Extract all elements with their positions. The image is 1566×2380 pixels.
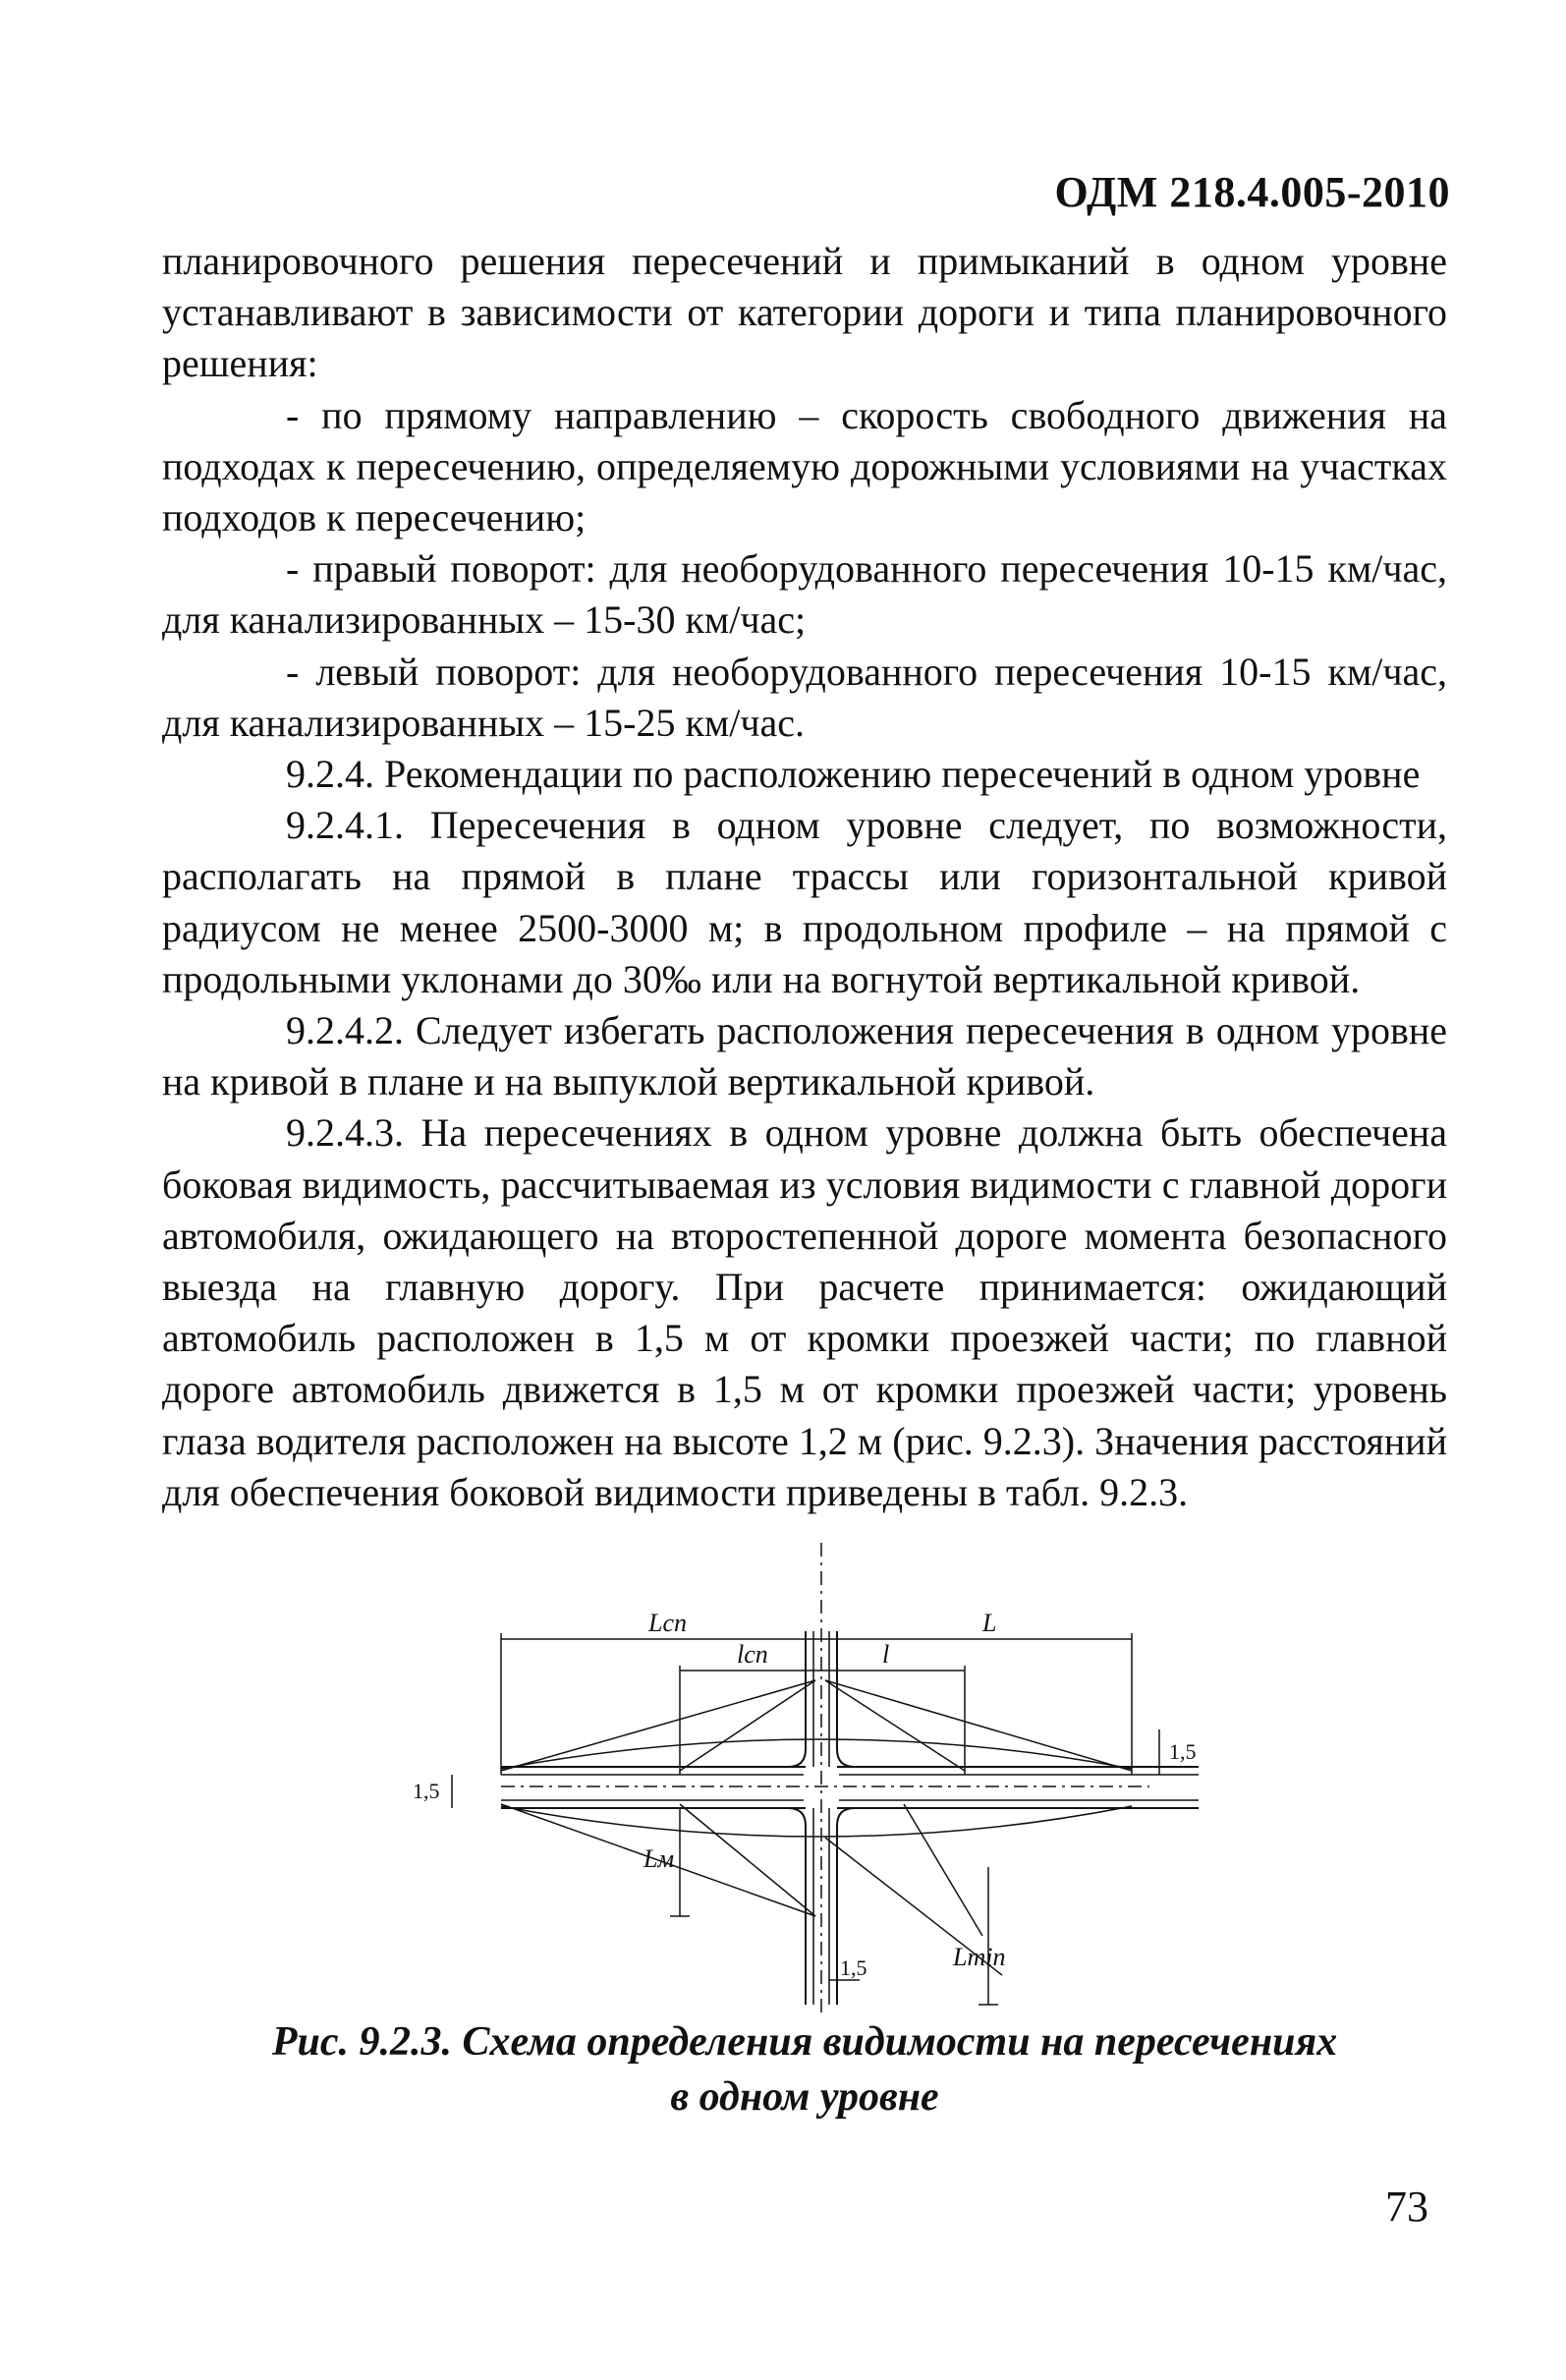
document-code-header: ОДМ 218.4.005-2010 xyxy=(1054,168,1450,216)
figure-caption-line-2: в одном уровне xyxy=(670,2074,939,2120)
paragraph-straight-direction: - по прямому направлению – скорость свободного движения на подходах к пересечению, определяемую дорожными условиями на участках подходов к пересечению; xyxy=(162,392,1447,540)
sight-line-upper-left-short xyxy=(680,1680,815,1771)
sight-curve-lower xyxy=(501,1806,1132,1837)
label-L-left: Lсп xyxy=(648,1609,687,1637)
label-L-right: L xyxy=(982,1609,997,1637)
corner-curve-bottom-left xyxy=(788,1808,806,1826)
paragraph-left-turn: - левый поворот: для необорудованного пересечения 10-15 км/час, для канализированных – 15-25 км/час. xyxy=(162,649,1447,745)
page-number: 73 xyxy=(1385,2182,1428,2231)
paragraph-intro: планировочного решения пересечений и примыканий в одном уровне устанавливают в зависимости от категории дороги и типа планировочного решения: xyxy=(162,239,1447,386)
label-L-vertical-right: Lmin xyxy=(953,1943,1006,1971)
sight-line-upper-left-long xyxy=(501,1680,815,1771)
section-heading-9-2-4: 9.2.4. Рекомендации по расположению пересечений в одном уровне xyxy=(286,752,1421,797)
label-dim-left: 1,5 xyxy=(413,1779,440,1803)
paragraph-9-2-4-3: 9.2.4.3. На пересечениях в одном уровне должна быть обеспечена боковая видимость, рассчитываемая из условия видимости с главной дороги автомобиля, ожидающего на второстепенной дороге момента безопасного выезда на главную дорогу. При расчете принимается: ожидающий автомобиль расположен в 1,5 м от кромки проезжей части; по главной дороге автомобиль движется в 1,5 м от кромки проезжей части; уровень глаза водителя расположен на высоте 1,2 м (рис. 9.2.3). Значения расстояний для обеспечения боковой видимости приведены в табл. 9.2.3. xyxy=(162,1110,1447,1514)
label-l-right: l xyxy=(882,1640,890,1669)
sight-line-lower-left-short xyxy=(680,1804,815,1916)
paragraph-9-2-4-2: 9.2.4.2. Следует избегать расположения пересечения в одном уровне на кривой в плане и на выпуклой вертикальной кривой. xyxy=(162,1008,1447,1105)
intersection-visibility-diagram xyxy=(393,1543,1218,2014)
corner-curve-top-right xyxy=(837,1749,855,1767)
label-dim-bottom: 1,5 xyxy=(840,1955,867,1980)
corner-curve-top-left xyxy=(788,1749,806,1767)
body-text xyxy=(162,236,1447,1518)
sight-line-upper-right-long xyxy=(825,1680,1132,1771)
diagram-svg xyxy=(393,1543,1218,2014)
sight-line-upper-right-short xyxy=(825,1680,965,1771)
corner-curve-bottom-right xyxy=(837,1808,855,1826)
paragraph-right-turn: - правый поворот: для необорудованного пересечения 10-15 км/час, для канализированных – 15-30 км/час; xyxy=(162,546,1447,643)
paragraph-9-2-4-1: 9.2.4.1. Пересечения в одном уровне следует, по возможности, располагать на прямой в плане трассы или горизонтальной кривой радиусом не менее 2500-3000 м; в продольном профиле – на прямой с продольными уклонами до 30‰ или на вогнутой вертикальной кривой. xyxy=(162,803,1447,1001)
sight-line-lower-right-a xyxy=(904,1804,982,1936)
figure-caption-line-1: Рис. 9.2.3. Схема определения видимости на пересечениях xyxy=(271,2019,1338,2065)
label-L-vertical-left: Lм xyxy=(643,1844,675,1873)
figure-caption xyxy=(162,2014,1447,2125)
label-dim-top-right: 1,5 xyxy=(1169,1739,1197,1764)
label-l-left: lсп xyxy=(737,1640,768,1669)
